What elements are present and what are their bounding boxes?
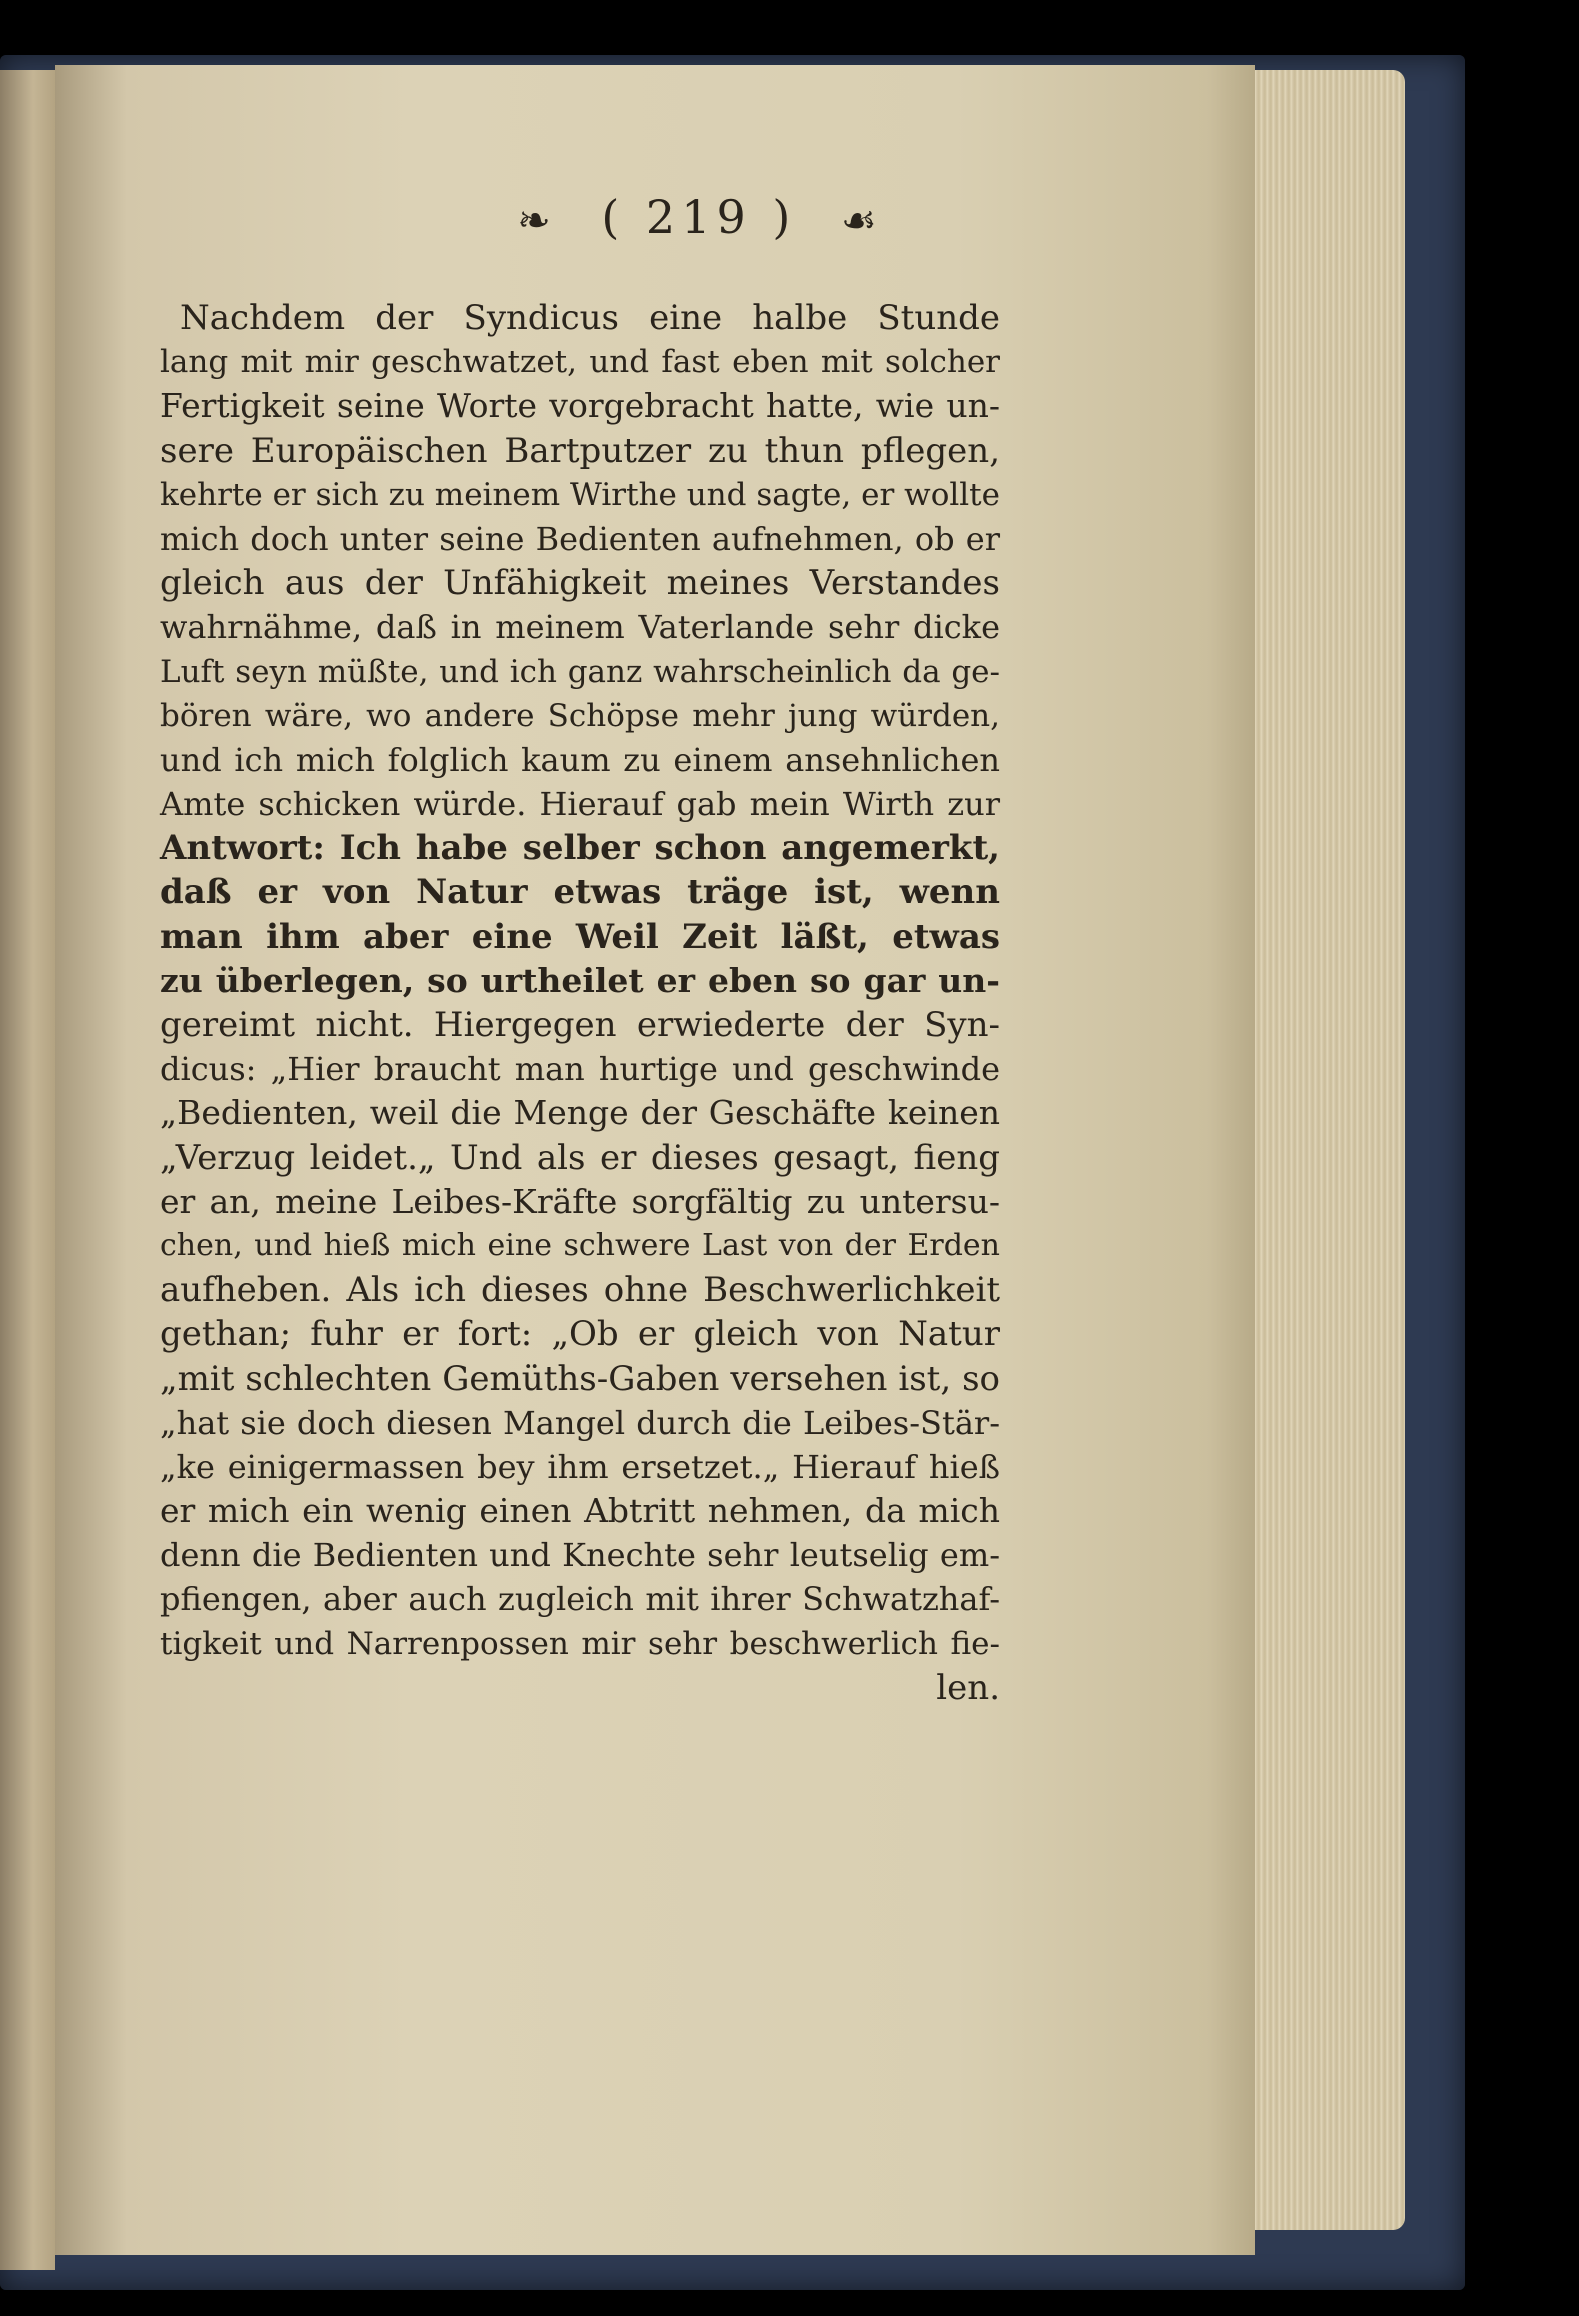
text-line: dicus: „Hier braucht man hurtige und geschwinde (160, 1050, 1000, 1089)
text-line: lang mit mir geschwatzet, und fast eben mit solcher (160, 344, 1000, 381)
text-line-emphasis: daß er von Natur etwas träge ist, wenn (160, 872, 1000, 913)
left-ornament-icon: ❧ (517, 198, 557, 244)
previous-page-edge (0, 70, 55, 2270)
text-line: wahrnähme, daß in meinem Vaterlande sehr dicke (160, 608, 1000, 647)
text-line: „ke einigermassen bey ihm ersetzet.„ Hierauf hieß (160, 1447, 1000, 1486)
text-line: Fertigkeit seine Worte vorgebracht hatte, wie un- (160, 386, 1000, 426)
text-line: chen, und hieß mich eine schwere Last von der Erden (160, 1227, 1000, 1263)
text-line: aufheben. Als ich dieses ohne Beschwerlichkeit (160, 1270, 1000, 1311)
text-line: gleich aus der Unfähigkeit meines Verstandes (160, 563, 1000, 604)
text-line: er mich ein wenig einen Abtritt nehmen, da mich (160, 1491, 1000, 1531)
text-line: und ich mich folglich kaum zu einem ansehnlichen (160, 740, 1000, 779)
text-line: denn die Bedienten und Knechte sehr leutselig em- (160, 1536, 1000, 1575)
text-line: „Verzug leidet.„ Und als er dieses gesagt, fieng (160, 1137, 1000, 1178)
text-line: gethan; fuhr er fort: „Ob er gleich von Natur (160, 1314, 1000, 1355)
text-line-emphasis: man ihm aber eine Weil Zeit läßt, etwas (160, 916, 1000, 957)
text-line: Nachdem der Syndicus eine halbe Stunde (180, 298, 1000, 338)
right-ornament-icon: ☙ (840, 198, 883, 244)
text-line: „Bedienten, weil die Menge der Geschäfte keinen (160, 1093, 1000, 1133)
text-line: sere Europäischen Bartputzer zu thun pflegen, (160, 430, 1000, 471)
text-line: tigkeit und Narrenpossen mir sehr beschwerlich fie- (160, 1625, 1000, 1662)
text-line: mich doch unter seine Bedienten aufnehmen, ob er (160, 519, 1000, 558)
text-line: pfiengen, aber auch zugleich mit ihrer Schwatzhaf- (160, 1580, 1000, 1619)
page-header (0, 190, 1400, 244)
page-number: ( 219 ) (601, 190, 797, 244)
body-text (160, 296, 1000, 1710)
text-line-emphasis: Antwort: Ich habe selber schon angemerkt, (160, 828, 1000, 869)
text-line: kehrte er sich zu meinem Wirthe und sagte, er wollte (160, 476, 1000, 513)
text-line: „mit schlechten Gemüths-Gaben versehen ist, so (160, 1358, 1000, 1399)
text-line: Amte schicken würde. Hierauf gab mein Wirth zur (160, 785, 1000, 824)
text-line: er an, meine Leibes-Kräfte sorgfältig zu untersu- (160, 1181, 1000, 1221)
text-line: „hat sie doch diesen Mangel durch die Leibes-Stär- (160, 1403, 1000, 1442)
page-edges-stack (1255, 70, 1405, 2230)
text-line: gereimt nicht. Hiergegen erwiederte der Syn- (160, 1005, 1000, 1045)
text-line: bören wäre, wo andere Schöpse mehr jung würden, (160, 697, 1000, 734)
text-line: Luft seyn müßte, und ich ganz wahrscheinlich da ge- (160, 653, 1000, 690)
text-line-emphasis: zu überlegen, so urtheilet er eben so gar un- (160, 960, 1000, 1000)
catchword: len. (936, 1667, 1000, 1708)
